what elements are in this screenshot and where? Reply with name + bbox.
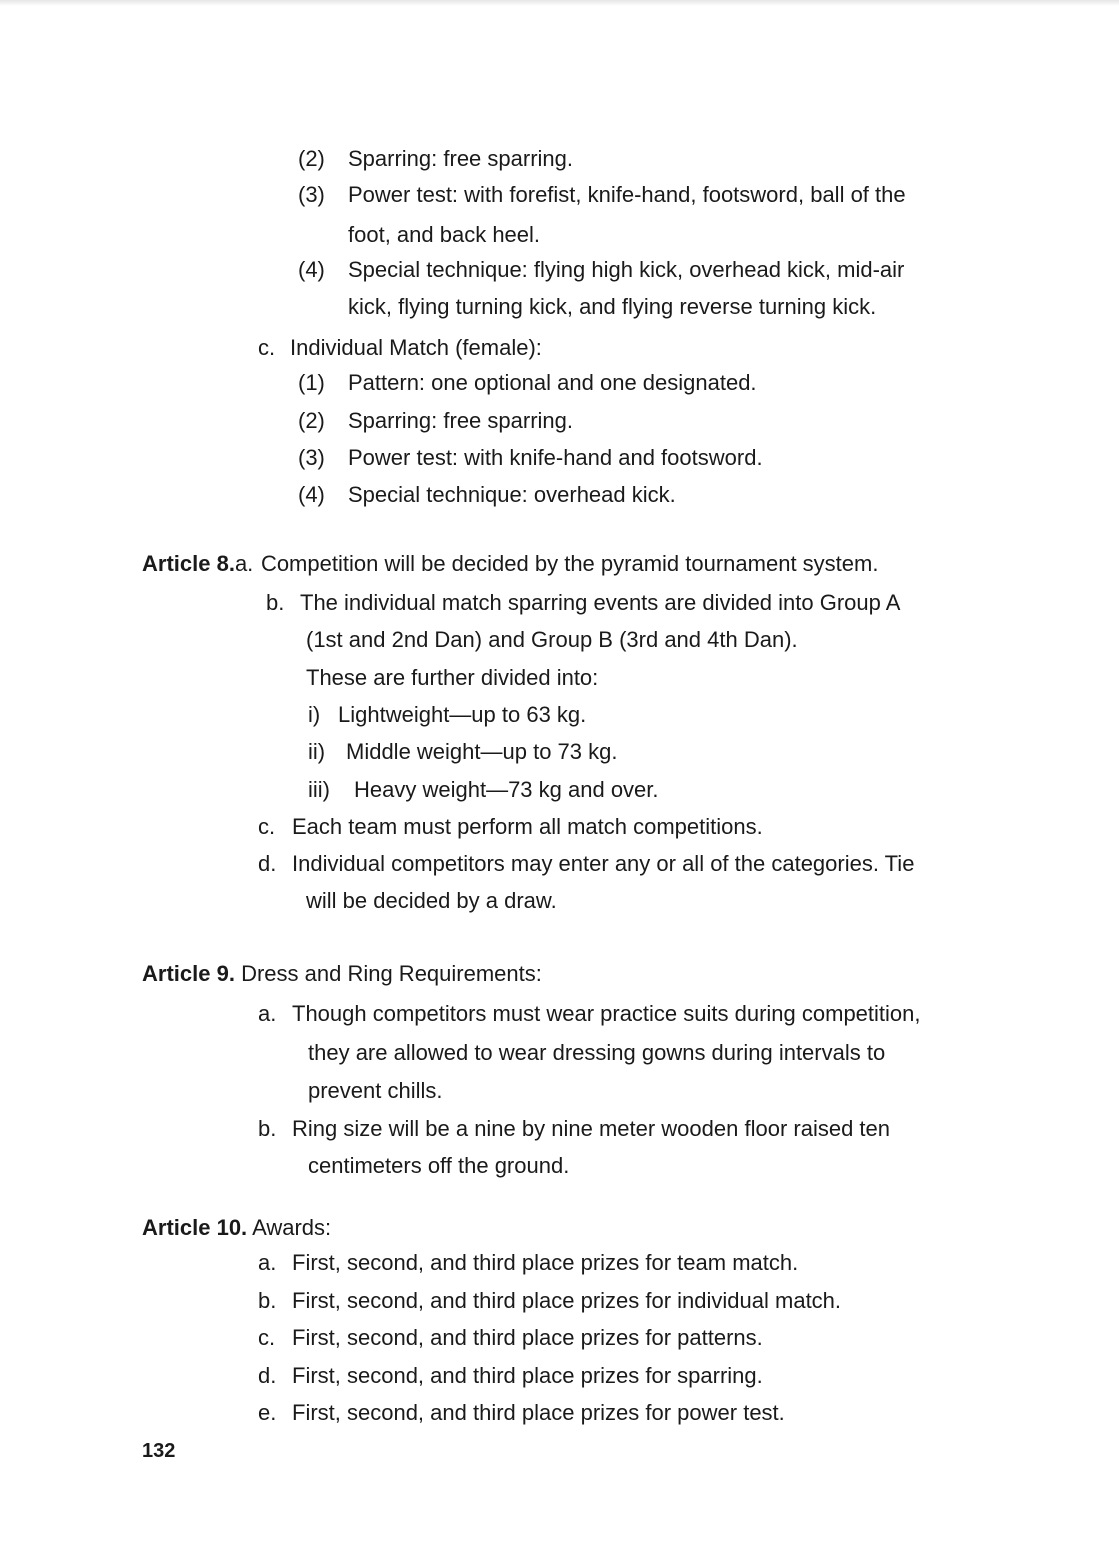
item-text: Special technique: overhead kick. bbox=[348, 482, 676, 507]
item-continuation: foot, and back heel. bbox=[348, 222, 541, 247]
article-title: Article 9. bbox=[142, 961, 235, 986]
item-text: Special technique: flying high kick, overhead kick, mid-air bbox=[348, 257, 905, 282]
item-text: First, second, and third place prizes for team match. bbox=[292, 1250, 799, 1275]
section-label: c. bbox=[258, 335, 276, 360]
list-item bbox=[258, 851, 914, 877]
item-continuation: they are allowed to wear dressing gowns during intervals to bbox=[308, 1040, 886, 1065]
item-label: d. bbox=[258, 1363, 277, 1388]
item-label: (3) bbox=[298, 445, 325, 470]
list-item bbox=[298, 445, 763, 471]
item-label: i) bbox=[308, 702, 321, 727]
item-text: Power test: with forefist, knife-hand, footsword, ball of the bbox=[348, 182, 906, 207]
list-item bbox=[258, 1116, 890, 1142]
list-item bbox=[298, 370, 757, 396]
item-text: First, second, and third place prizes for individual match. bbox=[292, 1288, 842, 1313]
article-9-heading bbox=[142, 961, 542, 987]
item-label: c. bbox=[258, 1325, 276, 1350]
article-title: Article 10. bbox=[142, 1215, 248, 1240]
item-text: Though competitors must wear practice suits during competition, bbox=[292, 1001, 921, 1026]
list-item bbox=[298, 257, 904, 283]
section-heading bbox=[258, 335, 542, 361]
item-text: The individual match sparring events are divided into Group A bbox=[300, 590, 901, 615]
item-label: iii) bbox=[308, 777, 330, 802]
item-text: Middle weight—up to 73 kg. bbox=[346, 739, 618, 764]
page-number: 132 bbox=[142, 1440, 176, 1462]
item-label: e. bbox=[258, 1400, 277, 1425]
item-label: b. bbox=[266, 590, 285, 615]
item-text: Heavy weight—73 kg and over. bbox=[354, 777, 659, 802]
list-item bbox=[298, 146, 573, 172]
item-continuation: prevent chills. bbox=[308, 1078, 443, 1103]
list-item bbox=[258, 1325, 763, 1351]
list-item bbox=[298, 182, 906, 208]
item-text: First, second, and third place prizes for patterns. bbox=[292, 1325, 763, 1350]
page-top-edge bbox=[0, 0, 1119, 6]
item-text: First, second, and third place prizes for power test. bbox=[292, 1400, 785, 1425]
item-label: ii) bbox=[308, 739, 326, 764]
item-label: (4) bbox=[298, 482, 325, 507]
list-item bbox=[258, 814, 763, 840]
list-item bbox=[266, 590, 900, 616]
article-8-line-a bbox=[142, 551, 878, 577]
list-item bbox=[298, 408, 573, 434]
item-continuation: These are further divided into: bbox=[306, 665, 599, 690]
item-label: (4) bbox=[298, 257, 325, 282]
list-item bbox=[258, 1363, 763, 1389]
weight-class bbox=[308, 739, 618, 765]
list-item bbox=[258, 1001, 921, 1027]
item-text: Ring size will be a nine by nine meter wooden floor raised ten bbox=[292, 1116, 890, 1141]
weight-class bbox=[308, 702, 586, 728]
item-continuation: will be decided by a draw. bbox=[306, 888, 557, 913]
item-text: Individual competitors may enter any or all of the categories. Tie bbox=[292, 851, 915, 876]
item-label: (2) bbox=[298, 146, 325, 171]
item-continuation: (1st and 2nd Dan) and Group B (3rd and 4th Dan). bbox=[306, 627, 798, 652]
section-heading-text: Individual Match (female): bbox=[290, 335, 542, 360]
item-label: c. bbox=[258, 814, 276, 839]
item-text: Competition will be decided by the pyramid tournament system. bbox=[260, 551, 879, 576]
list-item bbox=[258, 1250, 798, 1276]
item-label: b. bbox=[258, 1116, 277, 1141]
item-label: (3) bbox=[298, 182, 325, 207]
item-label: a. bbox=[258, 1001, 277, 1026]
list-item bbox=[258, 1400, 785, 1426]
item-label: b. bbox=[258, 1288, 277, 1313]
weight-class bbox=[308, 777, 659, 803]
item-text: Power test: with knife-hand and footsword. bbox=[348, 445, 763, 470]
article-title: Article 8. bbox=[142, 551, 235, 576]
item-label: a. bbox=[258, 1250, 277, 1275]
list-item bbox=[258, 1288, 841, 1314]
article-heading: Dress and Ring Requirements: bbox=[241, 961, 542, 986]
list-item bbox=[298, 482, 676, 508]
article-heading: Awards: bbox=[252, 1215, 332, 1240]
item-label: d. bbox=[258, 851, 277, 876]
item-text: Lightweight—up to 63 kg. bbox=[338, 702, 587, 727]
article-10-heading bbox=[142, 1215, 331, 1241]
item-text: First, second, and third place prizes for sparring. bbox=[292, 1363, 763, 1388]
item-continuation: centimeters off the ground. bbox=[308, 1153, 570, 1178]
item-text: Each team must perform all match competitions. bbox=[292, 814, 763, 839]
item-label: (1) bbox=[298, 370, 325, 395]
item-text: Sparring: free sparring. bbox=[348, 408, 573, 433]
item-continuation: kick, flying turning kick, and flying reverse turning kick. bbox=[348, 294, 877, 319]
item-label: (2) bbox=[298, 408, 325, 433]
item-text: Sparring: free sparring. bbox=[348, 146, 573, 171]
item-text: Pattern: one optional and one designated. bbox=[348, 370, 757, 395]
item-label: a. bbox=[234, 551, 254, 576]
